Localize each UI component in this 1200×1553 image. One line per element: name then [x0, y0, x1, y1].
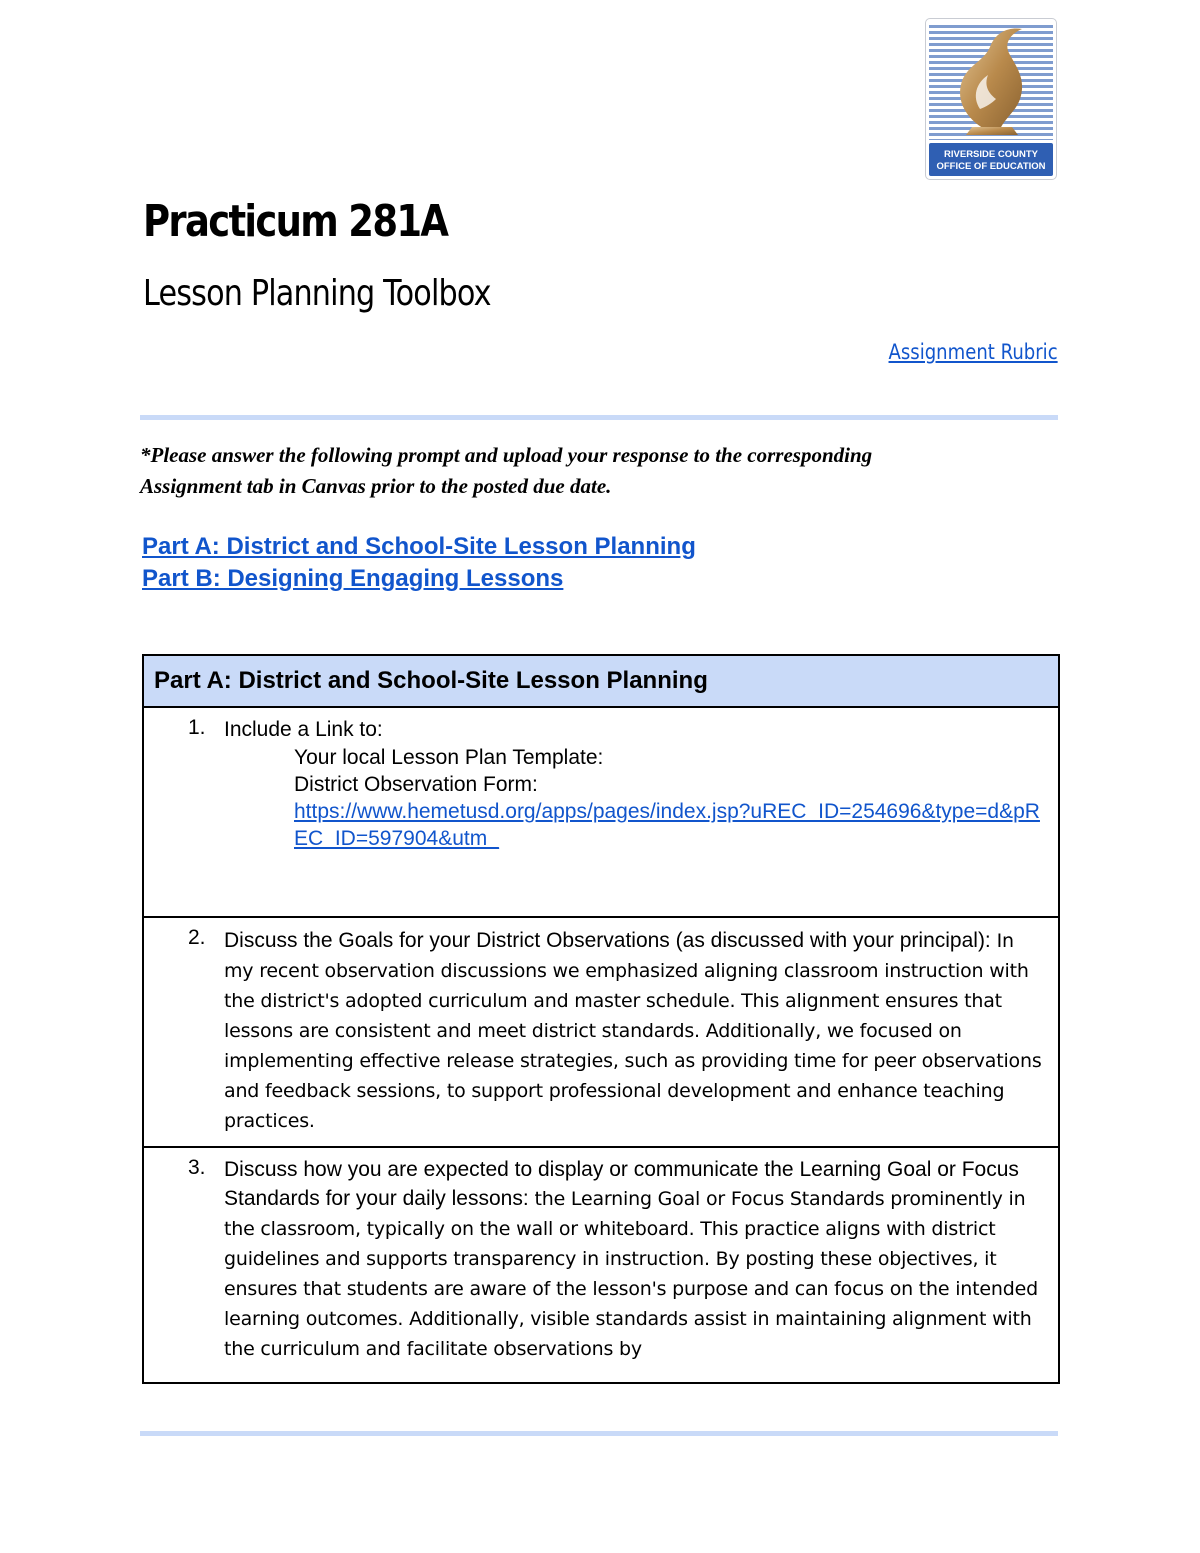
table-row: [143, 917, 1059, 1147]
part-a-table: [142, 654, 1060, 1384]
item-answer: In my recent observation discussions we emphasized aligning classroom instruction with the district's adopted curriculum and master schedule. This alignment ensures that lessons are consistent and meet district standards. Additionally, we focused on implementing effective release strategies, such as providing time for peer observations and feedback sessions, to support professional development and enhance teaching practices.: [224, 930, 1042, 1132]
page-subtitle: Lesson Planning Toolbox: [143, 273, 491, 314]
item-question: Discuss how you are expected to display or communicate the Learning Goal or Focus Standards for your daily lessons:: [224, 1158, 1019, 1210]
lesson-plan-template-label: Your local Lesson Plan Template:: [294, 746, 604, 769]
district-observation-form-label: District Observation Form:: [294, 773, 538, 796]
instructions-prompt: [140, 440, 1020, 502]
toc-link-part-b[interactable]: Part B: Designing Engaging Lessons: [142, 565, 564, 592]
item-question: Discuss the Goals for your District Observations (as discussed with your principal):: [224, 929, 991, 952]
item-number: 1.: [188, 716, 206, 739]
prompt-line-2: Assignment tab in Canvas prior to the posted due date.: [140, 474, 612, 498]
logo-graphic: [926, 19, 1056, 179]
item-number: 2.: [188, 926, 206, 949]
assignment-rubric-link[interactable]: Assignment Rubric: [888, 340, 1058, 364]
table-row: [143, 1147, 1059, 1383]
bottom-divider: [140, 1431, 1058, 1436]
organization-logo: [925, 18, 1057, 180]
table-row: [143, 707, 1059, 917]
toc-link-part-a[interactable]: Part A: District and School-Site Lesson Planning: [142, 533, 696, 560]
item-number: 3.: [188, 1156, 206, 1179]
item-answer: the Learning Goal or Focus Standards prominently in the classroom, typically on the wall or whiteboard. This practice aligns with district guidelines and supports transparency in instruction. By posting these objectives, it ensures that students are aware of the lesson's purpose and can focus on the intended learning outcomes. Additionally, visible standards assist in maintaining alignment with the curriculum and facilitate observations by: [224, 1188, 1038, 1360]
part-a-heading: Part A: District and School-Site Lesson Planning: [143, 655, 1059, 707]
district-observation-form-link[interactable]: https://www.hemetusd.org/apps/pages/index.jsp?uREC_ID=254696&type=d&pREC_ID=597904&utm_: [294, 800, 1040, 850]
top-divider: [140, 415, 1058, 420]
prompt-line-1: *Please answer the following prompt and upload your response to the corresponding: [140, 443, 873, 467]
logo-text-line2: OFFICE OF EDUCATION: [936, 161, 1046, 172]
logo-text-line1: RIVERSIDE COUNTY: [944, 149, 1038, 160]
table-of-contents: [142, 531, 696, 595]
item-question: Include a Link to:: [224, 718, 383, 741]
page-title: Practicum 281A: [143, 196, 448, 247]
